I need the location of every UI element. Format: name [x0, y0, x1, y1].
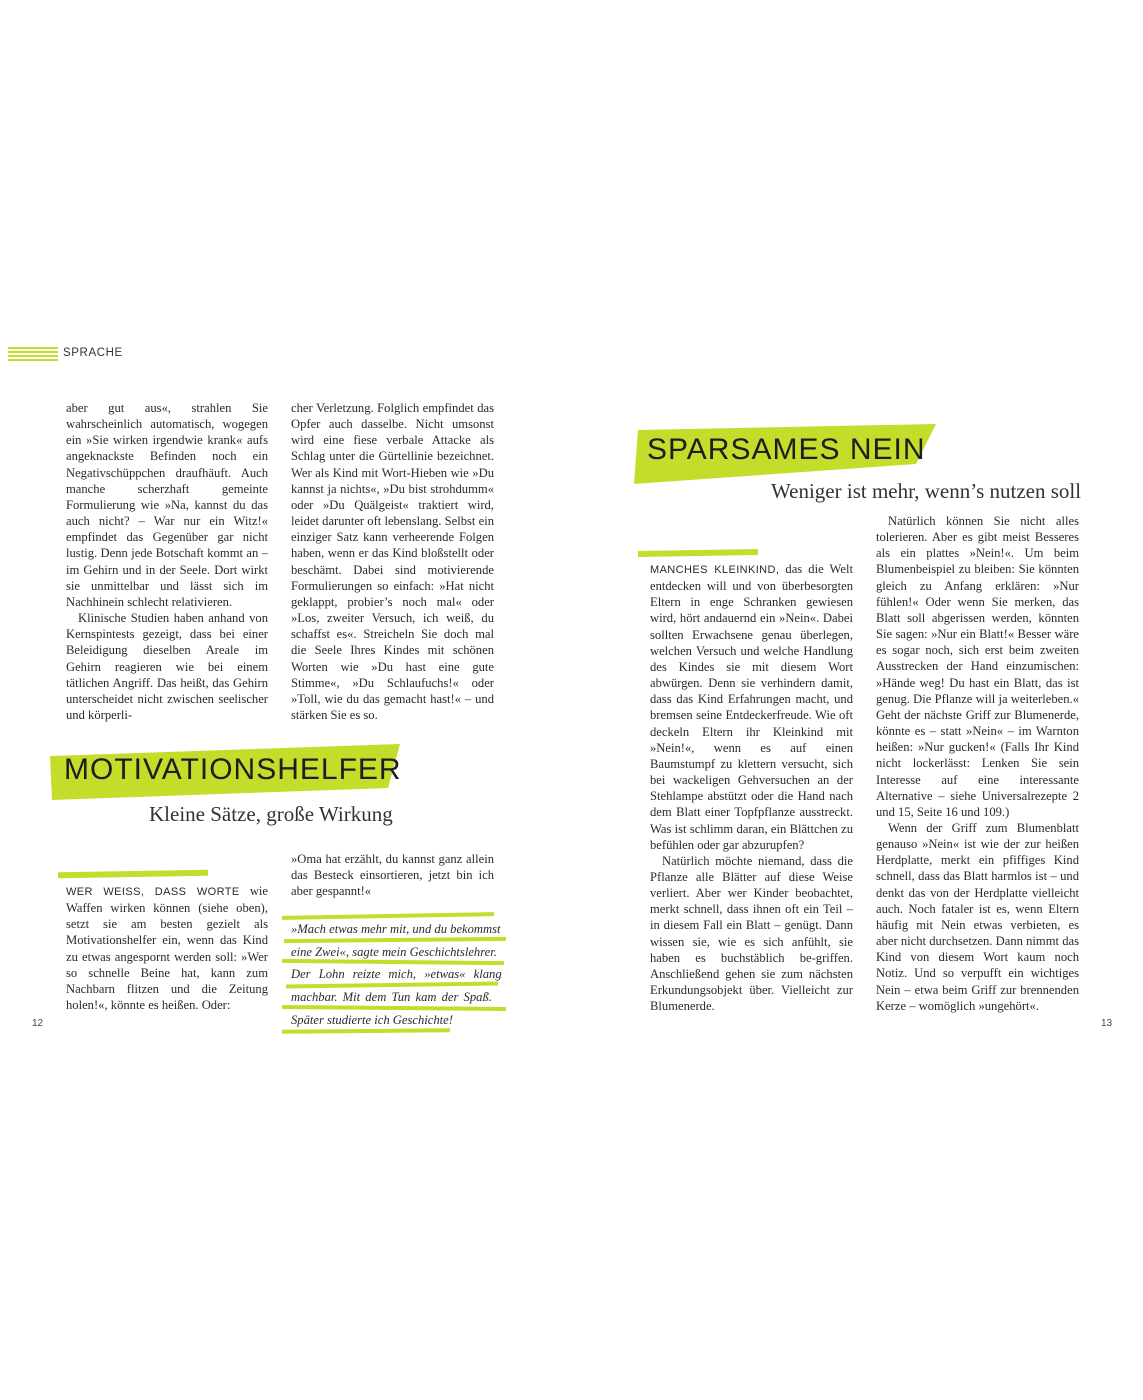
quote-line: eine Zwei«, sagte mein Geschichtslehrer. [291, 945, 497, 959]
quote-line: »Mach etwas mehr mit, und du bekommst [291, 922, 501, 936]
section-title-motivationshelfer: MOTIVATIONSHELFER [64, 753, 402, 786]
section-subtitle-sparsames-nein: Weniger ist mehr, wenn’s nutzen soll [771, 479, 1082, 503]
highlighted-quote [280, 912, 510, 1038]
motivation-column-1 [66, 883, 268, 1013]
runin-label: WER WEISS, DASS WORTE [66, 886, 240, 898]
section-marker-stripes [8, 347, 58, 361]
paragraph: wie Waffen wirken können (siehe oben), setzt sie am besten gezielt als Motivationshelfer ein, wenn das Kind zu etwas angespornt werden soll: »Wer so schnelle Beine hat, kann zum Nachbarn flitzen und die Zeitung holen!«, könnte es heißen. Oder: [66, 884, 268, 1013]
paragraph: Natürlich können Sie nicht alles tolerieren. Aber es gibt meist Besseres als ein plattes »Nein!«. Um beim Blumenbeispiel zu bleiben: Sie könnten gleich zu Anfang erklären: »Nur fühlen!« Oder wenn Sie merken, das Blatt soll abgerissen werden, könnten Sie sagen: »Nur ein Blatt!« Besser wäre es sogar noch, sich erst beim zweiten Ausstrecken der Hand einzumischen: »Hände weg! Du hast ein Blatt, das ist genug. Die Pflanze will ja weiterleben.« Geht der nächste Griff zur Blumenerde, könnte es – statt »Nein« – im Warnton heißen: »Nur gucken!« (Falls Ihr Kind nicht lockerlässt: Lenken Sie sein Interesse auf eine interessante Alternative – siehe Universalrezepte 2 und 15, Seite 16 und 109.) [876, 514, 1079, 819]
paragraph: Natürlich möchte niemand, dass die Pflanze alle Blätter auf diese Weise verliert. Aber wer Kinder beobachtet, merkt schnell, dass ihnen oft ein Teil – in diesem Fall ein Blatt – genügt. Dann wissen sie, wie es sich anfühlt, sie haben es buchstäblich be-griffen. Anschließend gehen sie zum nächsten Erkundungsobjekt über. Vielleicht zur Blumenerde. [650, 853, 853, 1014]
quote-line: Später studierte ich Geschichte! [291, 1013, 453, 1027]
paragraph: aber gut aus«, strahlen Sie wahrscheinlich automatisch, wogegen ein »Sie wirken irgendwie krank« aufs angeknackste Befinden noch ein Negativschüppchen draufhäuft. Auch manche scherzhaft gemeinte Formulierung wie »Na, kannst du das auch nicht? – War nur ein Witz!« empfindet das Gegenüber gar nicht lustig. Denn jede Botschaft kommt an – im Gehirn und in der Seele. Dort wirkt sie unmittelbar und lässt sich im Nachhinein schlecht relativieren. [66, 401, 268, 609]
page-number-left: 12 [32, 1018, 44, 1029]
paragraph: cher Verletzung. Folglich empfindet das Opfer auch dasselbe. Nicht umsonst wird eine fiese verbale Attacke als Schlag unter die Gürtellinie bezeichnet. Wer als Kind mit Wort-Hieben wie »Du kannst ja nichts«, »Du bist strohdumm« oder »Du Quälgeist« traktiert wird, leidet darunter oft lebenslang. Selbst ein einziger Satz kann verheerende Folgen haben, wenn er das Kind bloßstellt oder beschämt. Dabei sind motivierende Formulierungen so einfach: »Hat nicht geklappt, probier’s noch mal« oder »Los, zweiter Versuch, ich weiß, du schaffst es«. Streicheln Sie doch mal die Seele Ihres Kindes mit schönen Worten wie »Du hast eine gute Stimme«, »Du Schlaufuchs!« oder »Toll, wie du das gemacht hast!« – und stärken Sie es so. [291, 401, 494, 722]
left-column-2 [291, 400, 494, 723]
section-title-sparsames-nein: SPARSAMES NEIN [647, 433, 926, 466]
sparsam-column-1 [650, 561, 853, 1014]
paragraph: »Oma hat erzählt, du kannst ganz allein das Besteck einsortieren, jetzt bin ich aber gespannt!« [291, 852, 494, 899]
section-subtitle-motivationshelfer: Kleine Sätze, große Wirkung [149, 802, 393, 826]
page-number-right: 13 [1101, 1018, 1113, 1029]
paragraph: das die Welt entdecken will und von überbesorgten Eltern in enge Schranken gewiesen wird, hört andauernd ein »Nein«. Dabei sollten Erwachsene genau überlegen, welchen Versuch und welche Handlung des Kindes sie mit diesem Wort abwürgen. Denn sie verhindern damit, dass das Kind Erfahrungen macht, und bremsen seine Entdeckerfreude. Wie oft deckeln Eltern ihr Kleinkind mit »Nein!«, wenn es auf einen Baumstumpf zu klettern versucht, sich bei wackeligen Gehversuchen an der Stehlampe abstützt oder die Hand nach dem Blatt einer Topfpflanze ausstreckt. Was ist schlimm daran, ein Blättchen zu befühlen oder gar abzurupfen? [650, 562, 853, 852]
runin-marker [638, 549, 758, 557]
section-label: SPRACHE [63, 347, 123, 359]
paragraph: Klinische Studien haben anhand von Kernspintests gezeigt, dass bei einer Beleidigung dieselben Areale im Gehirn reagieren wie bei einem tätlichen Angriff. Das heißt, das Gehirn unterscheidet nicht zwischen seelischer und körperli- [66, 611, 268, 722]
runin-marker [58, 870, 208, 879]
quote-line: machbar. Mit dem Tun kam der Spaß. [291, 990, 492, 1004]
quote-underline [282, 912, 494, 920]
paragraph: Wenn der Griff zum Blumenblatt genauso »Nein« ist wie der zur heißen Herdplatte, merkt ein pfiffiges Kind schnell, dass das Blatt harmlos ist – und denkt das von der Herdplatte vielleicht auch. Noch fataler ist es, wenn Eltern häufig mit Nein etwas verbieten, es aber nicht durchsetzen. Dann nimmt das Kind von diesem Wort kaum noch Notiz. Und so verpufft ein wichtiges Nein – etwa beim Griff zur brennenden Kerze – womöglich »ungehört«. [876, 820, 1079, 1013]
runin-label: MANCHES KLEINKIND, [650, 564, 780, 576]
quote-line: Der Lohn reizte mich, »etwas« klang [291, 967, 502, 981]
left-column-1 [66, 400, 268, 723]
sparsam-column-2 [876, 513, 1079, 1014]
motivation-column-2 [291, 851, 494, 899]
